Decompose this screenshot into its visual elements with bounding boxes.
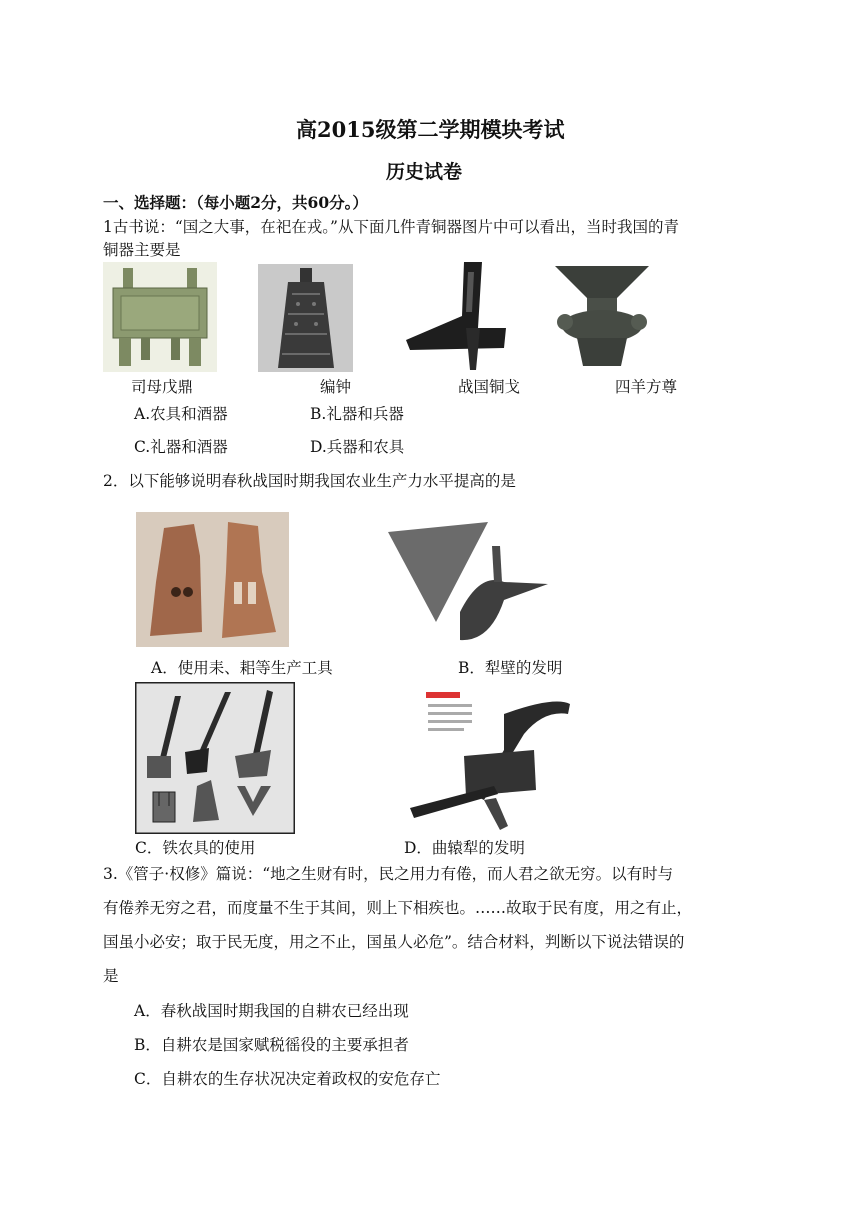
- q2-option-b: B．犁壁的发明: [458, 659, 563, 677]
- q2-option-c: C．铁农具的使用: [135, 839, 256, 857]
- q3-option-a: A．春秋战国时期我国的自耕农已经出现: [134, 1002, 409, 1020]
- q3-stem-line3: 国虽小必安；取于民无度，用之不止，国虽人必危”。结合材料，判断以下说法错误的: [103, 933, 685, 951]
- q1-option-b: B.礼器和兵器: [310, 405, 404, 423]
- q3-option-b: B．自耕农是国家赋税徭役的主要承担者: [134, 1036, 409, 1054]
- q1-image-label-4: 四羊方尊: [615, 378, 678, 396]
- q3-stem-line2: 有倦养无穷之君，而度量不生于其间，则上下相疾也。……故取于民有度，用之有止，: [103, 899, 693, 917]
- bronze-ge-image: [404, 258, 508, 372]
- q1-option-d: D.兵器和农具: [310, 438, 405, 456]
- simuwu-ding-image: [103, 262, 217, 372]
- q1-stem-line2: 铜器主要是: [103, 241, 181, 259]
- q3-option-c: C．自耕农的生存状况决定着政权的安危存亡: [134, 1070, 441, 1088]
- iron-tools-image: [135, 682, 295, 834]
- bianzhong-image: [258, 264, 353, 372]
- siyang-fangzun-image: [551, 262, 653, 372]
- q1-option-a: A.农具和酒器: [134, 405, 228, 423]
- q1-image-label-3: 战国铜戈: [458, 378, 521, 396]
- lei-si-tools-image: [136, 512, 289, 647]
- section-heading: 一、选择题：（每小题2分，共60分。）: [103, 193, 368, 212]
- exam-subtitle: 历史试卷: [386, 161, 463, 183]
- exam-title: 高2015级第二学期模块考试: [296, 117, 565, 142]
- q3-stem-line4: 是: [103, 967, 119, 985]
- q1-image-label-2: 编钟: [320, 378, 352, 396]
- q2-option-d: D．曲辕犁的发明: [404, 839, 525, 857]
- q3-stem-line1: 3.《管子·权修》篇说：“地之生财有时，民之用力有倦，而人君之欲无穷。以有时与: [103, 865, 674, 883]
- q1-image-label-1: 司母戊鼎: [131, 378, 194, 396]
- q2-stem: 2．以下能够说明春秋战国时期我国农业生产力水平提高的是: [103, 472, 516, 490]
- q1-stem-line1: 1古书说：“国之大事，在祀在戎。”从下面几件青铜器图片中可以看出，当时我国的青: [103, 218, 679, 236]
- q1-option-c: C.礼器和酒器: [134, 438, 228, 456]
- quyuan-plow-image: [404, 690, 576, 834]
- q2-option-a: A．使用耒、耜等生产工具: [151, 659, 333, 677]
- plow-moldboard-image: [380, 512, 552, 647]
